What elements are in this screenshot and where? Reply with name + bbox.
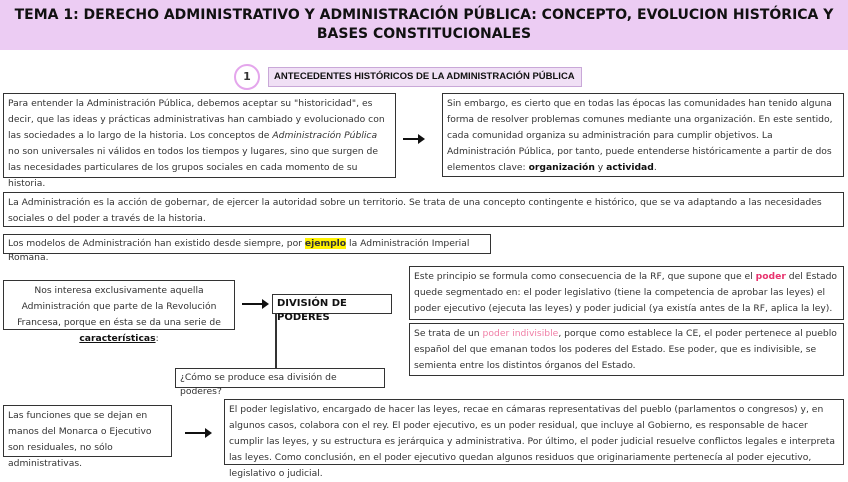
principle-box	[409, 266, 844, 320]
text: Los modelos de Administración han existido desde siempre, por	[8, 238, 305, 249]
text: Se trata de un	[414, 328, 483, 339]
connector-line	[275, 314, 277, 368]
keyword: organización	[528, 162, 595, 173]
definition-box: La Administración es la acción de gobernar, de ejercer la autoridad sobre un territorio. Se trata de una concepto contingente e histórico, que se va adaptando a las necesidades sociales o del poder a través de la historia.	[3, 192, 844, 227]
text: la Administración Imperial Romana.	[8, 238, 470, 263]
arrow-right-icon	[185, 432, 207, 434]
text: Este principio se formula como consecuencia de la RF, que supone que el	[414, 271, 756, 282]
keyword: características	[79, 333, 156, 344]
text: y	[594, 162, 607, 173]
text: Sin embargo, es cierto que en todas las épocas las comunidades han tenido alguna forma de resolver problemas comunes mediante una organización. En este sentido, cada comunidad organiza su administración para cumplir objetivos. La Administración Pública, por tanto, puede entenderse históricamente a partir de dos elementos clave:	[447, 98, 833, 173]
section-title: ANTECEDENTES HISTÓRICOS DE LA ADMINISTRACIÓN PÚBLICA	[268, 67, 582, 87]
text: Para entender la Administración Pública, debemos aceptar su "historicidad", es decir, que las ideas y prácticas administrativas han cambiado y evolucionado con las sociedades a lo largo de la historia. Los conceptos de	[8, 98, 385, 141]
text: no son universales ni válidos en todos los tiempos y lugares, sino que surgen de las necesidades particulares de los grupos sociales en cada momento de su historia.	[8, 146, 379, 189]
emphasis: Administración Pública	[272, 130, 378, 141]
page-title: TEMA 1: DERECHO ADMINISTRATIVO Y ADMINISTRACIÓN PÚBLICA: CONCEPTO, EVOLUCION HISTÓRICA Y BASES CONSTITUCIONALES	[0, 0, 848, 50]
arrow-right-icon	[403, 138, 420, 140]
text: Nos interesa exclusivamente aquella Administración que parte de la Revolución Francesa, porque en ésta se da una serie de	[17, 285, 221, 328]
text: :	[155, 333, 159, 344]
text: del Estado quede segmentado en: el poder legislativo (tiene la competencia de aprobar las leyes) el poder ejecutivo (ejecuta las leyes) y poder judicial (ya existía antes de la RF, aplica la ley).	[414, 271, 838, 314]
historicity-box	[3, 93, 396, 189]
highlight: ejemplo	[304, 238, 347, 249]
text: .	[653, 162, 657, 173]
models-box	[3, 234, 491, 263]
division-label: DIVISIÓN DE PODERES	[272, 294, 392, 314]
arrow-right-icon	[242, 303, 264, 305]
powers-box: El poder legislativo, encargado de hacer las leyes, recae en cámaras representativas del pueblo (parlamentos o congresos) y, en algunos casos, colabora con el rey. El poder ejecutivo, es un poder residual, que incluye al Gobierno, es responsable de hacer cumplir las leyes, y su estructura es jerárquica y administrativa. Por último, el poder judicial resuelve conflictos legales e interpreta las leyes. Como conclusión, en el poder ejecutivo quedan algunos residuos que originariamente pertenecía al poder ejecutivo, legislativo o judicial.	[224, 399, 844, 465]
functions-box: Las funciones que se dejan en manos del Monarca o Ejecutivo son residuales, no sólo administrativas.	[3, 405, 172, 457]
keyword: poder	[755, 271, 786, 282]
keyword: actividad	[606, 162, 654, 173]
organization-box	[442, 93, 844, 177]
question-box: ¿Cómo se produce esa división de poderes?	[175, 368, 385, 388]
text: , porque como establece la CE, el poder pertenece al pueblo español del que emanan todos los poderes del Estado. Ese poder, que es indivisible, se semienta entre los distintos órganos del Estado.	[414, 328, 837, 371]
keyword: poder indivisible	[482, 328, 559, 339]
indivisible-box	[409, 323, 844, 376]
section-number-badge: 1	[234, 64, 260, 90]
french-revolution-box	[3, 280, 235, 344]
